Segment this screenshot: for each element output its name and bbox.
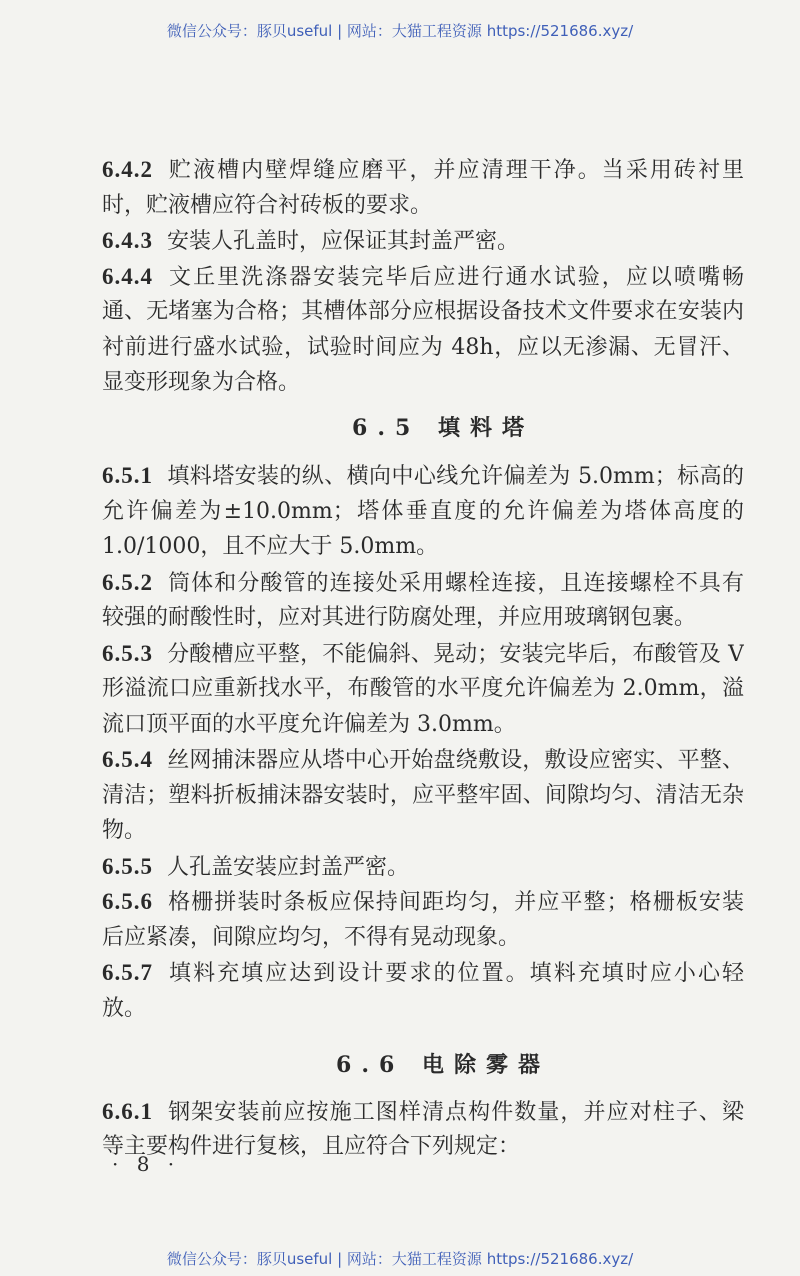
line-text: 允许偏差为±10.0mm；塔体垂直度的允许偏差为塔体高度的	[102, 498, 744, 524]
text-line	[102, 529, 744, 565]
clause-number: 6.5.1	[102, 463, 153, 488]
line-text: 贮液槽内壁焊缝应磨平，并应清理干净。当采用砖衬里	[167, 158, 744, 183]
line-text: 通、无堵塞为合格；其槽体部分应根据设备技术文件要求在安装内	[102, 299, 744, 324]
line-text: 衬前进行盛水试验，试验时间应为 48h，应以无渗漏、无冒汗、	[102, 334, 744, 360]
line-text: 流口顶平面的水平度允许偏差为 3.0mm。	[102, 711, 516, 737]
line-text: 1.0/1000，且不应大于 5.0mm。	[102, 534, 439, 559]
clause-6-5-6	[102, 884, 744, 955]
clause-6-5-7	[102, 955, 744, 1026]
line-text: 丝网捕沫器应从塔中心开始盘绕敷设，敷设应密实、平整、	[167, 748, 744, 773]
clause-number: 6.5.2	[102, 569, 153, 595]
watermark-bottom: 微信公众号：豚贝useful | 网站：大猫工程资源 https://521686.xyz/	[166, 1250, 634, 1268]
clause-number: 6.6.1	[102, 1098, 153, 1124]
text-line	[102, 955, 744, 991]
text-line	[102, 294, 744, 330]
text-line	[102, 849, 744, 885]
line-text: 格栅拼装时条板应保持间距均匀，并应平整；格栅板安装	[167, 890, 744, 915]
text-line	[102, 458, 744, 494]
clause-6-5-2	[102, 565, 744, 636]
clause-number: 6.4.2	[102, 157, 153, 182]
clause-number: 6.5.4	[102, 747, 153, 772]
text-line	[102, 1094, 744, 1130]
clause-6-5-4	[102, 742, 744, 849]
text-line	[102, 920, 744, 956]
line-text: 安装人孔盖时，应保证其封盖严密。	[167, 229, 520, 254]
line-text: 文丘里洗涤器安装完毕后应进行通水试验，应以喷嘴畅	[167, 264, 744, 290]
line-text: 显变形现象为合格。	[102, 370, 301, 395]
clause-6-5-3	[102, 636, 744, 743]
document-body	[102, 152, 744, 1165]
text-line	[102, 742, 744, 778]
text-line	[102, 565, 744, 601]
section-heading: 6.5 填料塔	[352, 414, 534, 441]
text-line	[102, 259, 744, 295]
line-text: 较强的耐酸性时，应对其进行防腐处理，并应用玻璃钢包裹。	[102, 605, 697, 630]
text-line	[102, 152, 744, 188]
clause-6-4-4	[102, 259, 744, 401]
clause-number: 6.4.4	[102, 263, 153, 289]
clause-number: 6.5.7	[102, 960, 153, 985]
line-text: 形溢流口应重新找水平，布酸管的水平度允许偏差为 2.0mm，溢	[102, 676, 744, 701]
line-text: 填料塔安装的纵、横向中心线允许偏差为 5.0mm；标高的	[167, 464, 744, 489]
clause-number: 6.4.3	[102, 228, 153, 253]
line-text: 填料充填应达到设计要求的位置。填料充填时应小心轻	[167, 961, 744, 986]
text-line	[102, 813, 744, 849]
clause-number: 6.5.5	[102, 853, 153, 879]
clause-6-4-3	[102, 223, 744, 259]
text-line	[102, 778, 744, 814]
line-text: 放。	[102, 995, 147, 1021]
line-text: 人孔盖安装应封盖严密。	[167, 854, 410, 880]
text-line	[102, 365, 744, 401]
text-line	[102, 494, 744, 530]
clause-6-6-1	[102, 1094, 744, 1165]
line-text: 等主要构件进行复核，且应符合下列规定：	[102, 1134, 521, 1159]
line-text: 后应紧凑，间隙应均匀，不得有晃动现象。	[102, 924, 521, 950]
text-line	[102, 636, 744, 672]
text-line	[102, 991, 744, 1027]
clause-6-5-1	[102, 458, 744, 565]
line-text: 时，贮液槽应符合衬砖板的要求。	[102, 192, 433, 218]
line-text: 清洁；塑料折板捕沫器安装时，应平整牢固、间隙均匀、清洁无杂	[102, 782, 744, 808]
text-line	[102, 671, 744, 707]
text-line	[102, 1129, 744, 1165]
line-text: 筒体和分酸管的连接处采用螺栓连接，且连接螺栓不具有	[167, 570, 744, 596]
text-line	[102, 884, 744, 920]
line-text: 钢架安装前应按施工图样清点构件数量，并应对柱子、梁	[167, 1099, 744, 1125]
line-text: 物。	[102, 818, 147, 843]
section-heading: 6.6 电除雾器	[336, 1052, 550, 1078]
text-line	[102, 330, 744, 366]
text-line	[102, 223, 744, 259]
clause-number: 6.5.6	[102, 889, 153, 914]
text-line	[102, 188, 744, 224]
text-line	[102, 707, 744, 743]
clause-6-5-5	[102, 849, 744, 885]
clause-number: 6.5.3	[102, 640, 153, 666]
page-number: · 8 ·	[112, 1152, 181, 1176]
line-text: 分酸槽应平整，不能偏斜、晃动；安装完毕后，布酸管及 V	[167, 641, 744, 667]
watermark-top: 微信公众号：豚贝useful | 网站：大猫工程资源 https://521686.xyz/	[166, 22, 634, 40]
clause-6-4-2	[102, 152, 744, 223]
text-line	[102, 600, 744, 636]
